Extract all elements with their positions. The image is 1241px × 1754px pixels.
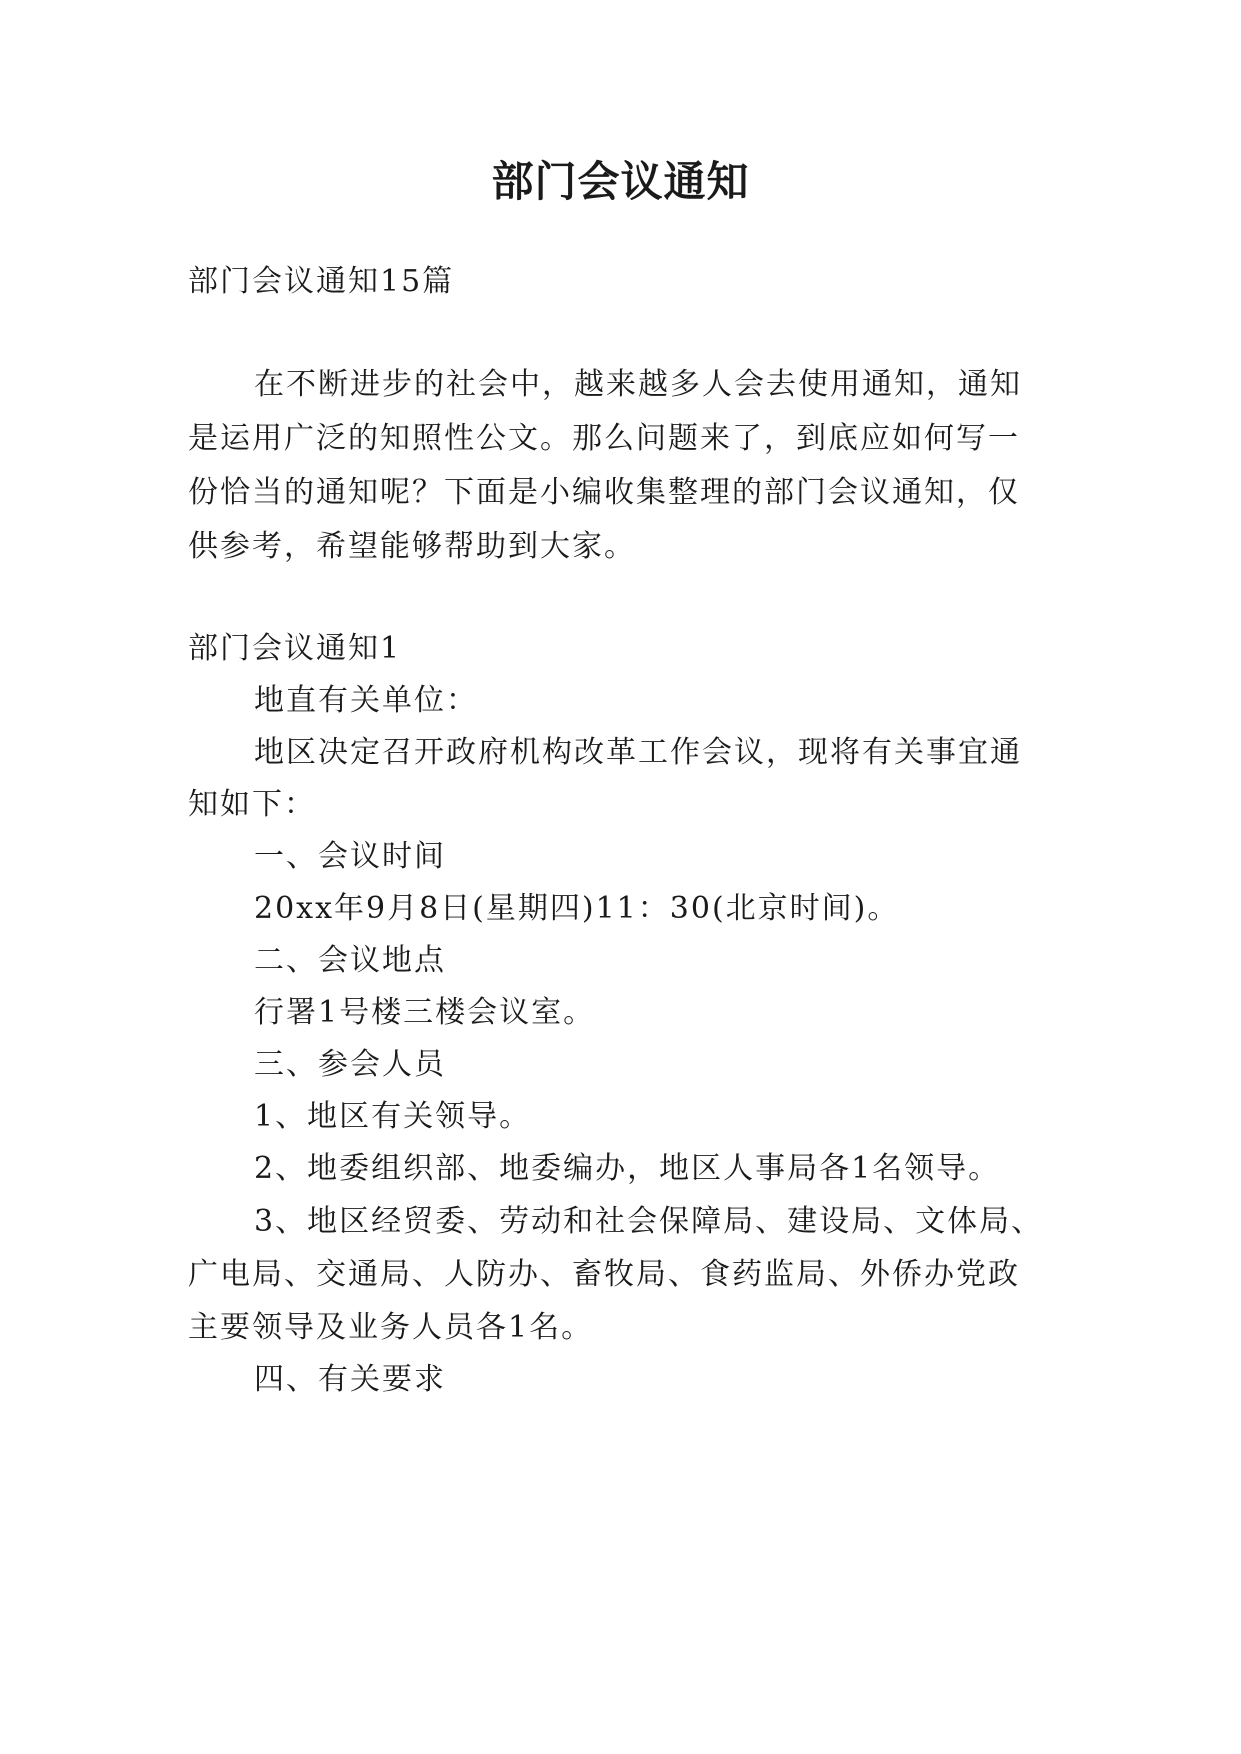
document-subtitle: 部门会议通知15篇 bbox=[188, 264, 455, 299]
section-text: 20xx年9月8日(星期四)11：30(北京时间)。 bbox=[254, 891, 900, 926]
notice-opening-line: 知如下： bbox=[188, 787, 316, 822]
section-heading: 三、参会人员 bbox=[254, 1047, 446, 1082]
section-heading: 二、会议地点 bbox=[254, 943, 446, 978]
notice-heading: 部门会议通知1 bbox=[188, 631, 402, 666]
section-heading: 一、会议时间 bbox=[254, 839, 446, 874]
list-item: 3、地区经贸委、劳动和社会保障局、建设局、文体局、 bbox=[254, 1204, 1044, 1239]
section-heading: 四、有关要求 bbox=[254, 1362, 446, 1397]
intro-line: 供参考，希望能够帮助到大家。 bbox=[188, 529, 636, 564]
section-text: 行署1号楼三楼会议室。 bbox=[254, 995, 596, 1030]
list-item-continuation: 广电局、交通局、人防办、畜牧局、食药监局、外侨办党政 bbox=[188, 1257, 1020, 1292]
document-title: 部门会议通知 bbox=[491, 157, 750, 206]
intro-line: 是运用广泛的知照性公文。那么问题来了，到底应如何写一 bbox=[188, 421, 1020, 456]
intro-line: 在不断进步的社会中，越来越多人会去使用通知，通知 bbox=[254, 367, 1022, 402]
list-item: 1、地区有关领导。 bbox=[254, 1099, 532, 1134]
list-item: 2、地委组织部、地委编办，地区人事局各1名领导。 bbox=[254, 1151, 1001, 1186]
intro-line: 份恰当的通知呢？下面是小编收集整理的部门会议通知，仅 bbox=[188, 475, 1020, 510]
notice-opening-line: 地区决定召开政府机构改革工作会议，现将有关事宜通 bbox=[254, 735, 1022, 770]
list-item-continuation: 主要领导及业务人员各1名。 bbox=[188, 1310, 594, 1345]
notice-addressee: 地直有关单位： bbox=[254, 683, 478, 718]
